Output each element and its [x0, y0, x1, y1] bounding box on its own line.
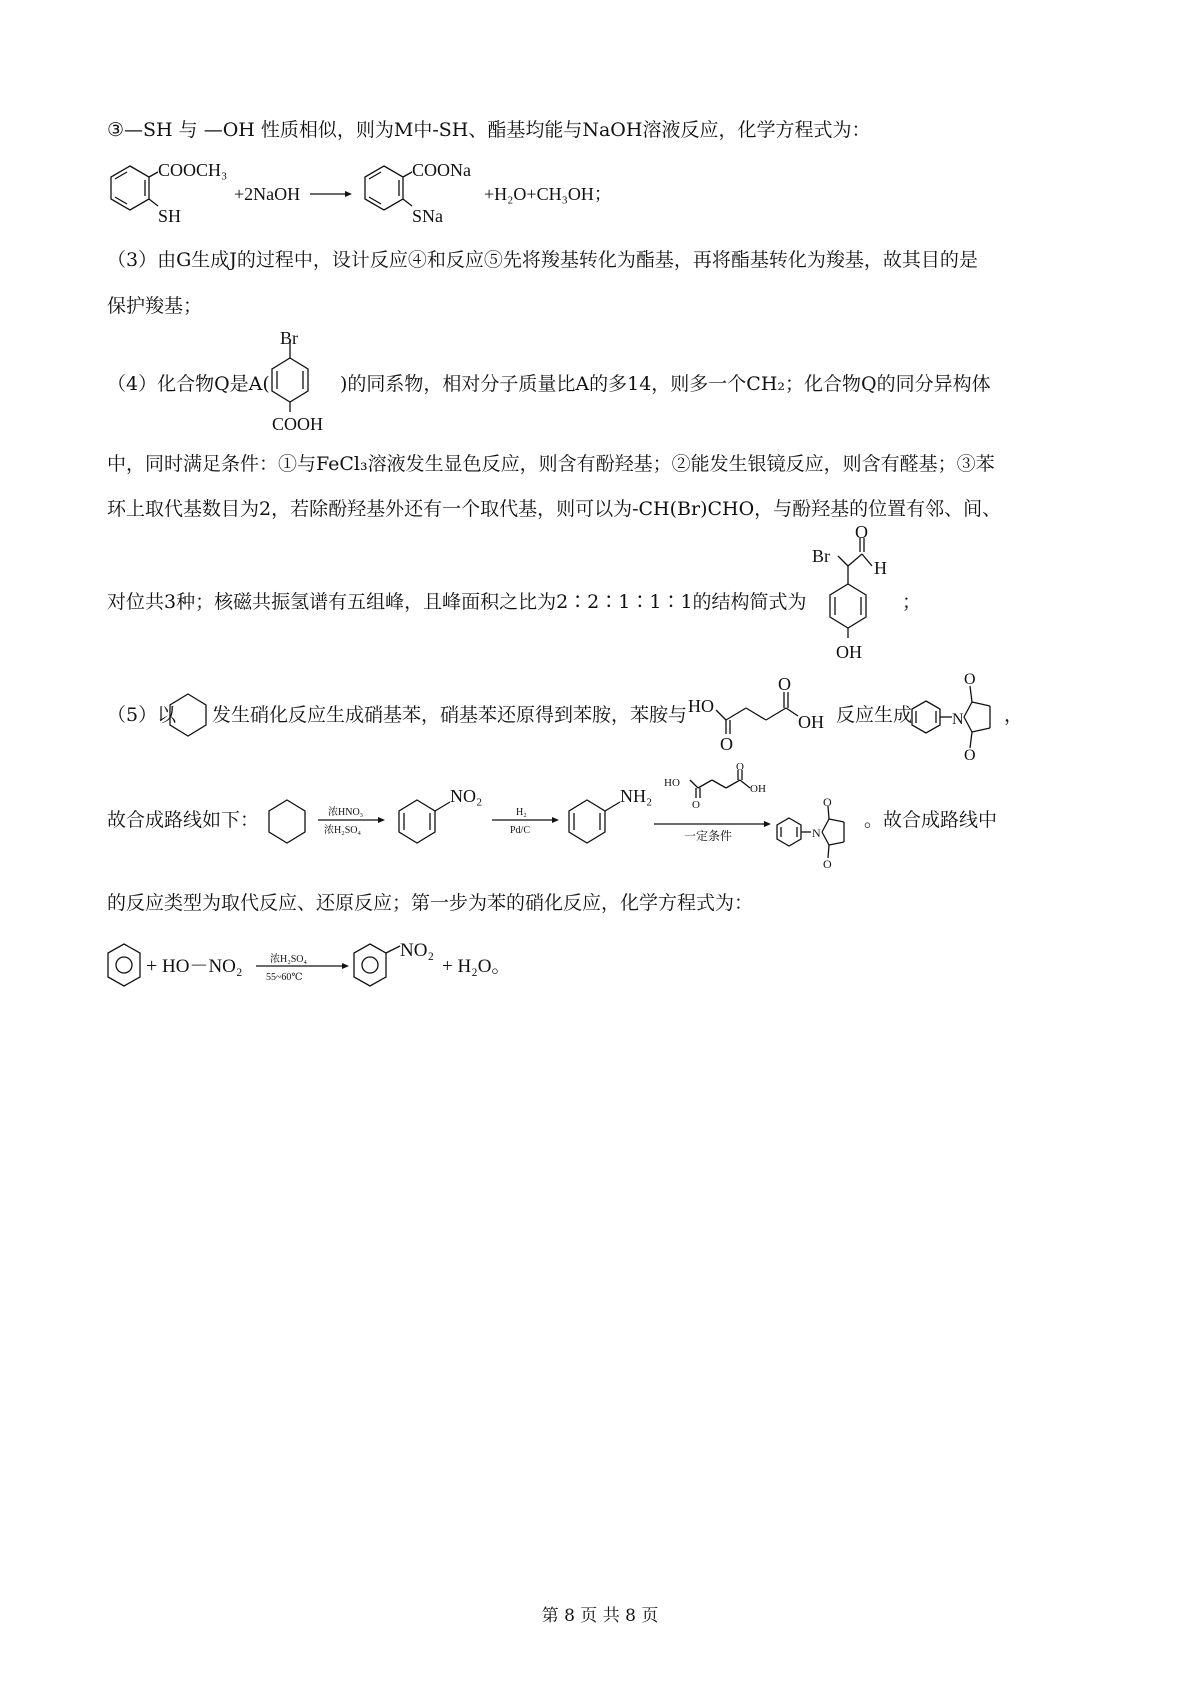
route-cond2-top: H₂	[516, 807, 527, 818]
route-cond2-bottom: Pd/C	[510, 825, 531, 836]
line-4a-post: )的同系物，相对分子质量比A的多14，则多一个CH₂；化合物Q的同分异构体	[340, 373, 991, 395]
synthesis-route	[262, 760, 886, 880]
line-1: ③—SH 与 —OH 性质相似，则为M中-SH、酯基均能与NaOH溶液反应，化学方程式为：	[107, 119, 871, 141]
svg-text:OH: OH	[750, 783, 766, 795]
structure-q-oh: OH	[836, 642, 862, 662]
route-cond1-top: 浓HNO₃	[328, 807, 364, 818]
line-4b: 中，同时满足条件：①与FeCl₃溶液发生显色反应，则含有酚羟基；②能发生银镜反应，则含有醛基；③苯	[107, 453, 995, 475]
succinic-oh: OH	[798, 712, 824, 732]
nitration-cond-bottom: 55~60℃	[266, 972, 303, 983]
line-4c: 环上取代基数目为2，若除酚羟基外还有一个取代基，则可以为-CH(Br)CHO，与酚羟基的位置有邻、间、	[107, 498, 1002, 520]
line-5a-mid2: 反应生成	[836, 704, 913, 726]
line-4d: 对位共3种；核磁共振氢谱有五组峰，且峰面积之比为2∶2∶1∶1∶1的结构简式为	[107, 591, 807, 613]
svg-text:O: O	[692, 799, 700, 811]
page-footer: 第 8 页 共 8 页	[541, 1606, 659, 1626]
svg-text:O: O	[736, 761, 744, 773]
imide-o1: O	[964, 671, 976, 688]
imide-structure	[906, 668, 1006, 764]
route-nh2: NH₂	[620, 786, 653, 806]
line-5a-end: ，	[1004, 704, 1024, 726]
eq1-product-sub2: SNa	[412, 206, 443, 226]
nitration-equation	[104, 938, 544, 1000]
structure-q-o: O	[855, 522, 868, 542]
svg-text:O: O	[823, 857, 832, 871]
svg-text:HO: HO	[664, 777, 680, 789]
benzene-icon	[166, 690, 212, 740]
nitration-no2: NO₂	[400, 940, 435, 961]
line-3b: 保护羧基；	[107, 295, 203, 317]
succinic-ho: HO	[688, 696, 714, 716]
svg-text:N: N	[812, 826, 821, 840]
structure-a-cooh: COOH	[272, 414, 324, 434]
line-4a-pre: （4）化合物Q是A(	[107, 373, 270, 395]
line-5b-pre: 故合成路线如下：	[107, 809, 260, 831]
eq1-diagram	[100, 158, 620, 230]
eq1-product-sub1: COONa	[412, 160, 471, 180]
route-cond3: 一定条件	[684, 829, 733, 843]
succinic-acid-structure	[686, 676, 836, 756]
line-5a-mid1: 发生硝化反应生成硝基苯，硝基苯还原得到苯胺，苯胺与	[212, 704, 688, 726]
nitration-products: + H₂O。	[442, 956, 511, 977]
structure-q-h: H	[874, 558, 887, 578]
eq1-reagent: +2NaOH	[234, 184, 301, 204]
structure-q-br: Br	[812, 546, 830, 566]
eq1-reactant-sub1: COOCH₃	[158, 160, 228, 180]
line-4d-end: ；	[902, 591, 922, 613]
line-5b-post: 。故合成路线中	[864, 809, 998, 831]
imide-o2: O	[964, 747, 976, 764]
eq1-products-rest: +H₂O+CH₃OH；	[484, 184, 612, 204]
succinic-o2: O	[778, 674, 791, 694]
route-cond1-bottom: 浓H₂SO₄	[324, 825, 361, 836]
succinic-o1: O	[720, 734, 733, 754]
line-5a-pre: （5）以	[107, 704, 177, 726]
eq1-reactant-sub2: SH	[158, 206, 182, 226]
structure-a-br: Br	[280, 328, 298, 348]
nitration-reagent: HO－NO₂	[162, 956, 243, 977]
line-5c: 的反应类型为取代反应、还原反应；第一步为苯的硝化反应，化学方程式为：	[107, 892, 754, 914]
structure-a	[268, 328, 348, 440]
nitration-plus: +	[146, 955, 158, 977]
imide-n: N	[952, 711, 964, 728]
route-no2: NO₂	[450, 786, 483, 806]
nitration-cond-top: 浓H₂SO₄	[270, 954, 307, 965]
svg-text:O: O	[823, 795, 832, 809]
line-3a: （3）由G生成J的过程中，设计反应④和反应⑤先将羧基转化为酯基，再将酯基转化为羧基，故其目的是	[107, 249, 978, 271]
